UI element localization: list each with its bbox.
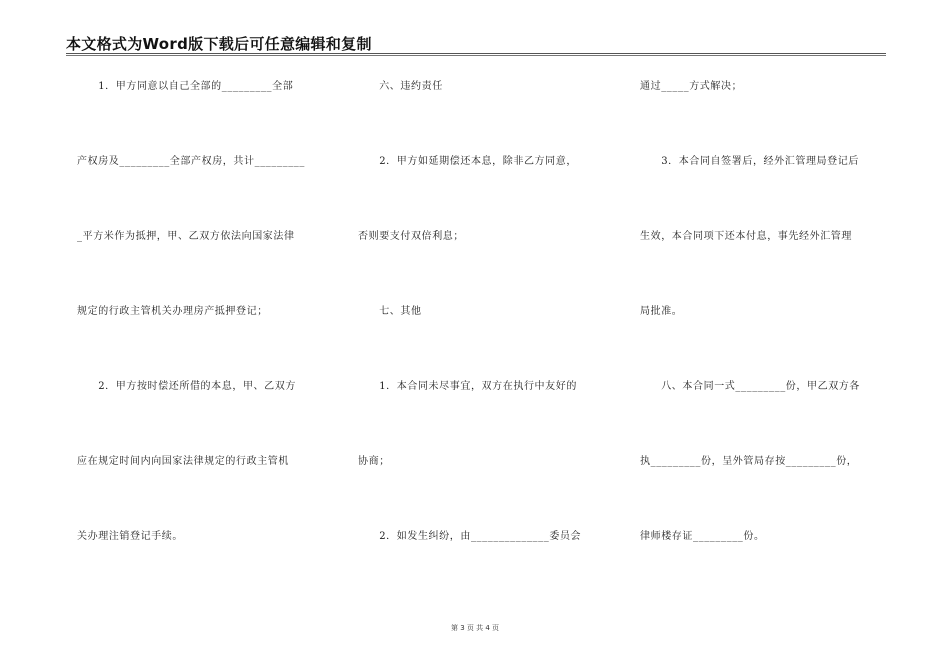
text-line: 应在规定时间内向国家法律规定的行政主管机 (77, 456, 289, 467)
text-line: 关办理注销登记手续。 (77, 531, 183, 542)
text-line: 六、违约责任 (358, 81, 443, 92)
text-line: _平方米作为抵押，甲、乙双方依法向国家法律 (77, 231, 295, 242)
text-line: 局批准。 (640, 306, 683, 317)
text-line: 生效，本合同项下还本付息，事先经外汇管理 (640, 231, 852, 242)
page-number: 第 3 页 共 4 页 (450, 624, 500, 632)
text-line: 规定的行政主管机关办理房产抵押登记； (77, 306, 268, 317)
header-divider-secondary (66, 55, 886, 56)
text-line: 1．本合同未尽事宜，双方在执行中友好的 (358, 381, 577, 392)
text-line: 七、其他 (358, 306, 422, 317)
header-divider (66, 53, 886, 54)
text-line: 执_________份，呈外管局存按_________份， (640, 456, 858, 467)
text-line: 2．甲方按时偿还所借的本息，甲、乙双方 (77, 381, 296, 392)
document-header-title: 本文格式为Word版下载后可任意编辑和复制 (66, 35, 372, 53)
text-line: 通过_____方式解决； (640, 81, 743, 92)
text-line: 协商； (358, 456, 390, 467)
text-line: 否则要支付双倍利息； (358, 231, 464, 242)
text-line: 产权房及_________全部产权房，共计_________ (77, 156, 305, 167)
text-line: 2．如发生纠纷，由______________委员会 (358, 531, 582, 542)
text-line: 八、本合同一式_________份，甲乙双方各 (640, 381, 860, 392)
text-line: 2．甲方如延期偿还本息，除非乙方同意， (358, 156, 577, 167)
text-line: 3．本合同自签署后，经外汇管理局登记后 (640, 156, 859, 167)
text-line: 1．甲方同意以自己全部的_________全部 (77, 81, 294, 92)
text-line: 律师楼存证_________份。 (640, 531, 765, 542)
